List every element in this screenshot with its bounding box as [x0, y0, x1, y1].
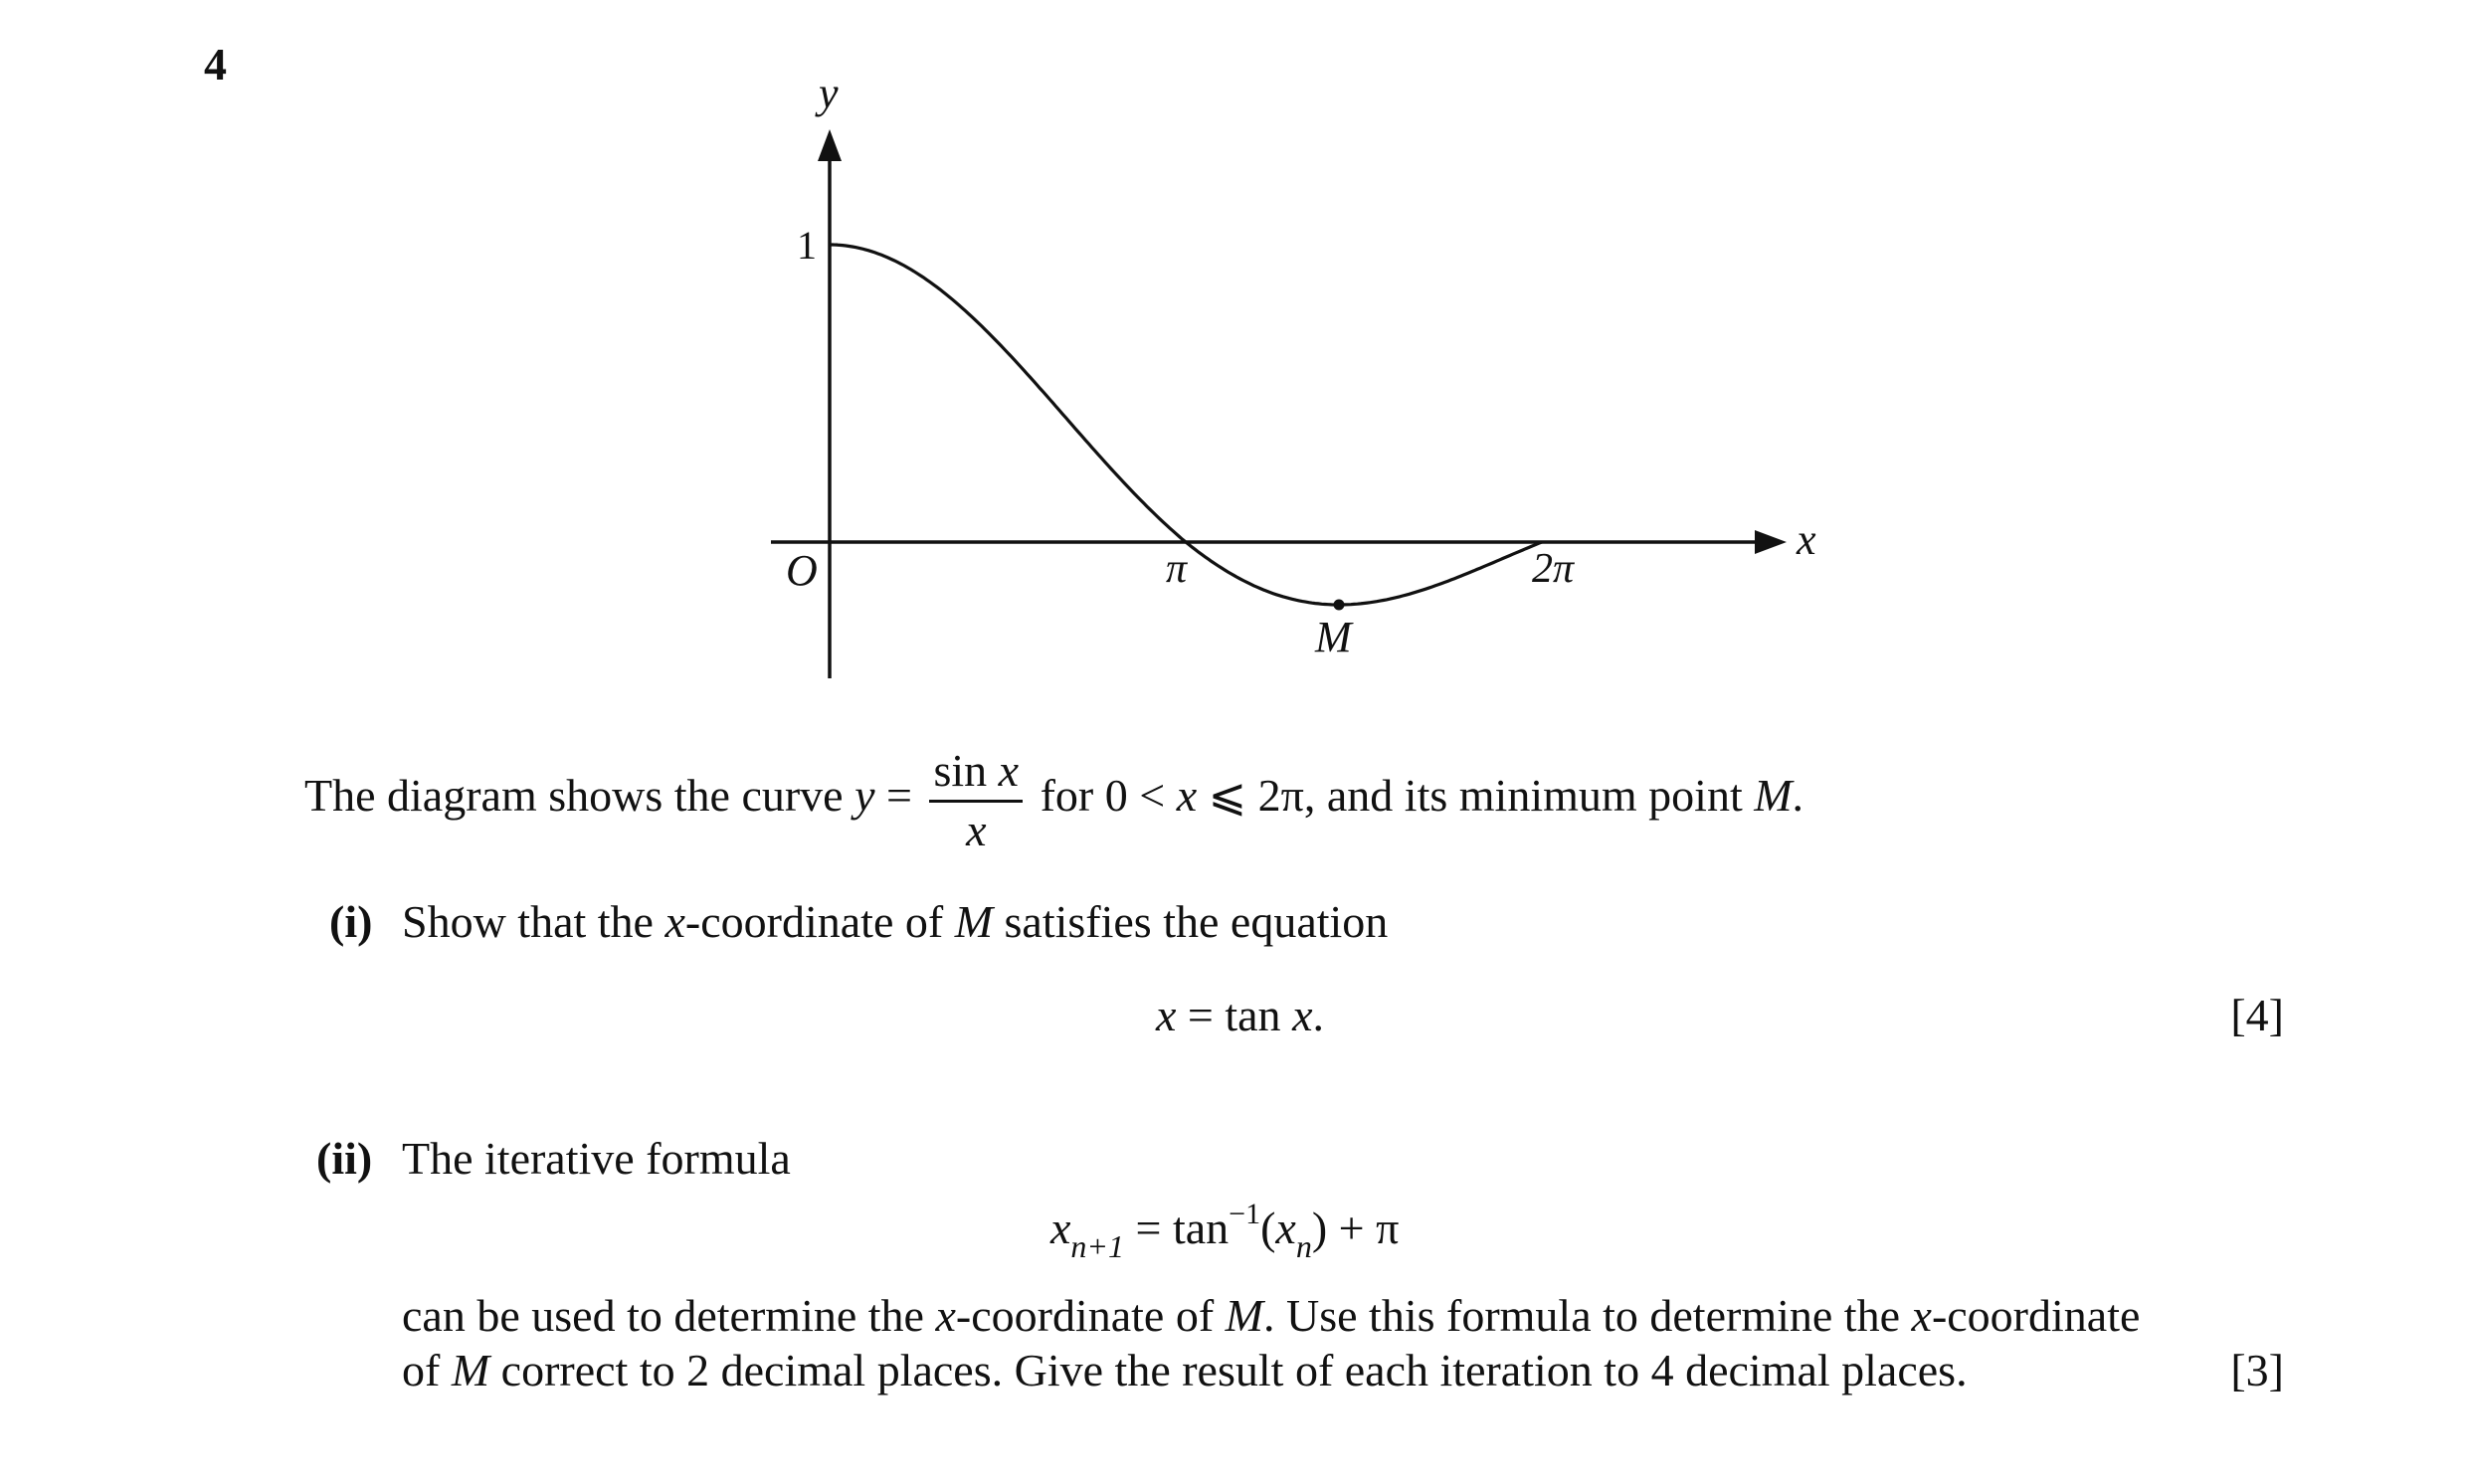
intro-range-end: ⩽ 2π, and its minimum point — [1197, 770, 1755, 822]
part-ii-label: (ii) — [316, 1133, 373, 1184]
eq-rhs: x — [1292, 990, 1313, 1040]
intro-sentence — [304, 742, 1803, 858]
x-axis-arrowhead — [1755, 530, 1787, 554]
origin-label: O — [786, 546, 818, 595]
part-i-m-var: M — [954, 896, 994, 947]
line2-a: of — [402, 1345, 452, 1395]
part-ii-line-2 — [402, 1344, 1968, 1396]
minimum-point-m — [1334, 600, 1345, 611]
part-i-text-a: Show that the — [402, 896, 665, 947]
line1-m: M — [1225, 1290, 1263, 1341]
pi-label: π — [1166, 546, 1188, 592]
intro-y-var: y — [854, 770, 875, 822]
part-i-x-var: x — [664, 896, 685, 947]
min-point-label: M — [1315, 613, 1352, 661]
y-axis-arrowhead — [818, 129, 842, 161]
line2-b: correct to 2 decimal places. Give the result of each iteration to 4 decimal places. — [489, 1345, 1968, 1395]
formula-x-n: x — [1275, 1203, 1296, 1253]
iterative-formula — [1050, 1198, 1400, 1264]
x-axis-label: x — [1797, 515, 1816, 564]
part-i-marks: [4] — [2230, 990, 2284, 1040]
line1-a: can be used to determine the — [402, 1290, 936, 1341]
line1-d: -coordinate — [1931, 1290, 2141, 1341]
curve-diagram — [0, 0, 2467, 716]
intro-m-var: M — [1754, 770, 1793, 822]
question-number: 4 — [204, 39, 227, 90]
part-i-text — [402, 895, 1388, 948]
sinx-over-x-fraction — [929, 742, 1023, 858]
formula-sub-n-plus-1: n+1 — [1070, 1228, 1125, 1264]
part-i-equation — [1156, 989, 1324, 1041]
intro-equals: = — [874, 770, 924, 822]
line1-c: . Use this formula to determine the — [1263, 1290, 1912, 1341]
intro-x-var: x — [1176, 770, 1198, 822]
formula-eq-tan: = tan — [1124, 1203, 1230, 1253]
formula-x: x — [1050, 1203, 1071, 1253]
two-pi-label: 2π — [1532, 546, 1575, 592]
part-i-text-b: -coordinate of — [684, 896, 955, 947]
part-ii-marks: [3] — [2230, 1345, 2284, 1395]
formula-open-paren: ( — [1260, 1203, 1276, 1253]
fraction-denominator: x — [966, 805, 987, 855]
fraction-num-var: x — [998, 745, 1020, 796]
y-tick-1-label: 1 — [797, 223, 817, 268]
part-i-label: (i) — [329, 896, 373, 947]
formula-sub-n: n — [1295, 1228, 1312, 1264]
line2-m: M — [451, 1345, 490, 1395]
fraction-num-fn: sin — [933, 745, 999, 796]
fraction-numerator — [929, 742, 1023, 803]
part-i-text-c: satisfies the equation — [993, 896, 1389, 947]
part-ii-text: The iterative formula — [402, 1133, 791, 1184]
formula-close: ) + π — [1311, 1203, 1400, 1253]
line1-b: -coordinate of — [955, 1290, 1226, 1341]
intro-before: The diagram shows the curve — [304, 770, 855, 822]
intro-for-text: for 0 < — [1029, 770, 1177, 822]
y-axis-label: y — [819, 69, 839, 117]
eq-mid: = tan — [1176, 990, 1293, 1040]
line1-x: x — [935, 1290, 956, 1341]
part-ii-line-1 — [402, 1289, 2140, 1342]
formula-sup-minus-1: −1 — [1229, 1198, 1261, 1230]
eq-end: . — [1312, 990, 1324, 1040]
intro-end: . — [1792, 770, 1804, 822]
line1-x2: x — [1911, 1290, 1932, 1341]
eq-lhs: x — [1156, 990, 1177, 1040]
